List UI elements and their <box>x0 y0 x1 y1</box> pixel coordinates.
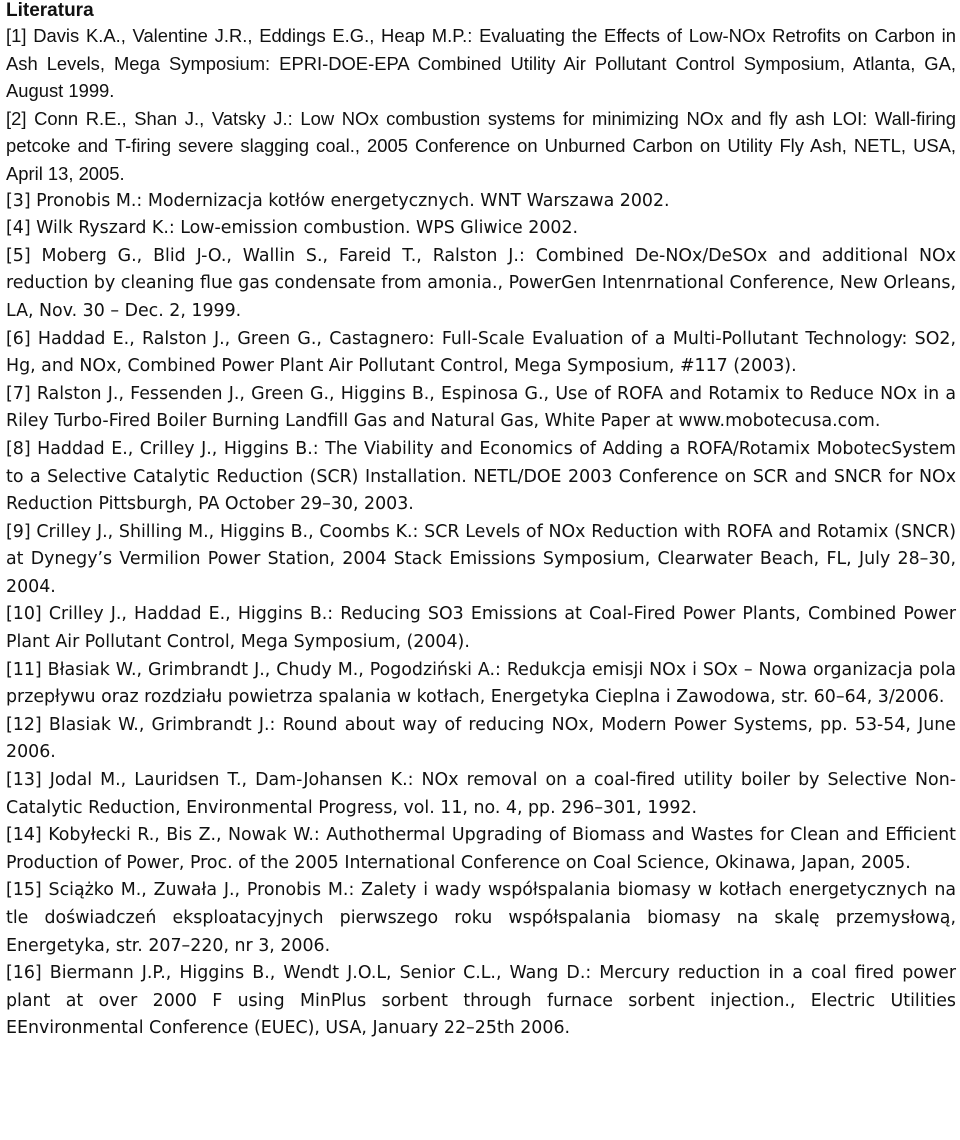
reference-number: [5] <box>6 245 42 266</box>
reference-authors: Błasiak W., Grimbrandt J., Chudy M., Pogodziński A.: <box>47 659 501 680</box>
reference-number: [4] <box>6 218 37 239</box>
reference-number: [15] <box>6 880 49 901</box>
reference-list <box>6 22 956 1043</box>
reference-authors: Haddad E., Crilley J., Higgins B.: <box>37 438 319 459</box>
reference-item <box>6 657 956 712</box>
reference-authors: Blasiak W., Grimbrandt J.: <box>48 714 276 735</box>
reference-authors: Sciążko M., Zuwała J., Pronobis M.: <box>48 880 355 901</box>
reference-number: [10] <box>6 604 49 625</box>
reference-source: NOx removal on a coal-fired utility boiler by Selective Non-Catalytic Reduction, Environmental Progress, vol. 11, no. 4, pp. 296–301, 1992. <box>6 770 956 818</box>
reference-authors: Conn R.E., Shan J., Vatsky J.: <box>34 107 293 129</box>
reference-number: [14] <box>6 825 49 846</box>
reference-source: Use of ROFA and Rotamix to Reduce NOx in a Riley Turbo-Fired Boiler Burning Landfill Gas and Natural Gas, White Paper at www.mobotecusa.com. <box>6 383 956 432</box>
reference-authors: Moberg G., Blid J-O., Wallin S., Fareid T., Ralston J.: <box>41 245 525 266</box>
reference-source: Low NOx combustion systems for minimizing NOx and fly ash LOI: Wall-firing petcoke and T-firing severe slagging coal., 2005 Conference on Unburned Carbon on Utility Fly Ash, NETL, USA, April 13, 2005. <box>6 107 956 184</box>
reference-authors: Pronobis M.: <box>36 190 143 211</box>
reference-item <box>6 381 956 436</box>
reference-authors: Jodal M., Lauridsen T., Dam-Johansen K.: <box>49 770 414 791</box>
reference-source: Round about way of reducing NOx, Modern Power Systems, pp. 53-54, June 2006. <box>6 714 956 763</box>
reference-source: Castagnero: Full-Scale Evaluation of a Multi-Pollutant Technology: SO2, Hg, and NOx, Combined Power Plant Air Pollutant Control, Mega Symposium, #117 (2003). <box>6 328 957 377</box>
reference-number: [16] <box>6 963 50 984</box>
reference-source: Redukcja emisji NOx i SOx – Nowa organizacja pola przepływu oraz rozdziału powietrza spalania w kotłach, Energetyka Cieplna i Zawodowa, str. 60–64, 3/2006. <box>6 659 957 708</box>
reference-item <box>6 822 956 877</box>
reference-authors: Crilley J., Shilling M., Higgins B., Coombs K.: <box>36 521 419 542</box>
reference-number: [6] <box>6 328 38 349</box>
reference-authors: Biermann J.P., Higgins B., Wendt J.O.L, Senior C.L., Wang D.: <box>49 963 592 984</box>
reference-number: [3] <box>6 190 37 211</box>
reference-number: [13] <box>6 770 50 791</box>
reference-number: [2] <box>6 107 35 129</box>
reference-item <box>6 243 956 326</box>
reference-authors: Kobyłecki R., Bis Z., Nowak W.: <box>48 825 320 846</box>
section-heading: Literatura <box>6 0 94 21</box>
reference-authors: Wilk Ryszard K.: <box>36 218 175 239</box>
reference-source: Authothermal Upgrading of Biomass and Wastes for Clean and Efficient Production of Power, Proc. of the 2005 International Conference on Coal Science, Okinawa, Japan, 2005. <box>6 825 956 873</box>
reference-authors: Crilley J., Haddad E., Higgins B.: <box>48 604 334 625</box>
reference-item <box>6 326 956 381</box>
reference-number: [7] <box>6 383 37 404</box>
reference-authors: Davis K.A., Valentine J.R., Eddings E.G., Heap M.P.: <box>33 25 473 46</box>
reference-item <box>6 767 956 822</box>
reference-authors: Ralston J., Fessenden J., Green G., Higgins B., Espinosa G., <box>36 383 550 404</box>
reference-item <box>6 519 956 602</box>
reference-item <box>6 712 956 767</box>
reference-source: Combined De-NOx/DeSOx and additional NOx reduction by cleaning flue gas condensate from amonia., PowerGen Intenrnational Conference, New Orleans, LA, Nov. 30 – Dec. 2, 1999. <box>6 245 956 321</box>
reference-number: [1] <box>6 25 34 46</box>
reference-item <box>6 215 956 243</box>
reference-source: Evaluating the Effects of Low-NOx Retrofits on Carbon in Ash Levels, Mega Symposium: EPRI-DOE-EPA Combined Utility Air Pollutant Control Symposium, Atlanta, GA, August 1999. <box>6 25 956 102</box>
reference-number: [8] <box>6 438 38 459</box>
reference-item <box>6 22 956 105</box>
reference-source: Mercury reduction in a coal fired power plant at over 2000 F using MinPlus sorbent through furnace sorbent injection., Electric Utilities EEnvironmental Conference (EUEC), USA, January 22–25th 2006. <box>6 963 957 1039</box>
reference-number: [12] <box>6 714 49 735</box>
reference-item <box>6 960 956 1043</box>
reference-item <box>6 601 956 656</box>
reference-number: [9] <box>6 521 37 542</box>
reference-source: Zalety i wady współspalania biomasy w kotłach energetycznych na tle doświadczeń eksploatacyjnych pierwszego roku współspalania biomasy na skalę przemysłową, Energetyka, str. 207–220, nr 3, 2006. <box>6 880 956 956</box>
reference-number: [11] <box>6 659 48 680</box>
reference-authors: Haddad E., Ralston J., Green G., <box>37 328 322 349</box>
reference-item <box>6 188 956 216</box>
reference-source: Modernizacja kotłów energetycznych. WNT Warszawa 2002. <box>147 190 670 211</box>
reference-item <box>6 877 956 960</box>
reference-source: The Viability and Economics of Adding a ROFA/Rotamix MobotecSystem to a Selective Catalytic Reduction (SCR) Installation. NETL/DOE 2003 Conference on SCR and SNCR for NOx Reduction Pittsburgh, PA October 29–30, 2003. <box>6 438 957 515</box>
reference-item <box>6 105 956 188</box>
reference-source: Reducing SO3 Emissions at Coal-Fired Power Plants, Combined Power Plant Air Pollutant Control, Mega Symposium, (2004). <box>6 604 957 653</box>
reference-source: Low-emission combustion. WPS Gliwice 2002. <box>180 218 579 239</box>
reference-source: SCR Levels of NOx Reduction with ROFA and Rotamix (SNCR) at Dynegy’s Vermilion Power Station, 2004 Stack Emissions Symposium, Clearwater Beach, FL, July 28–30, 2004. <box>6 521 957 597</box>
reference-item <box>6 436 956 519</box>
